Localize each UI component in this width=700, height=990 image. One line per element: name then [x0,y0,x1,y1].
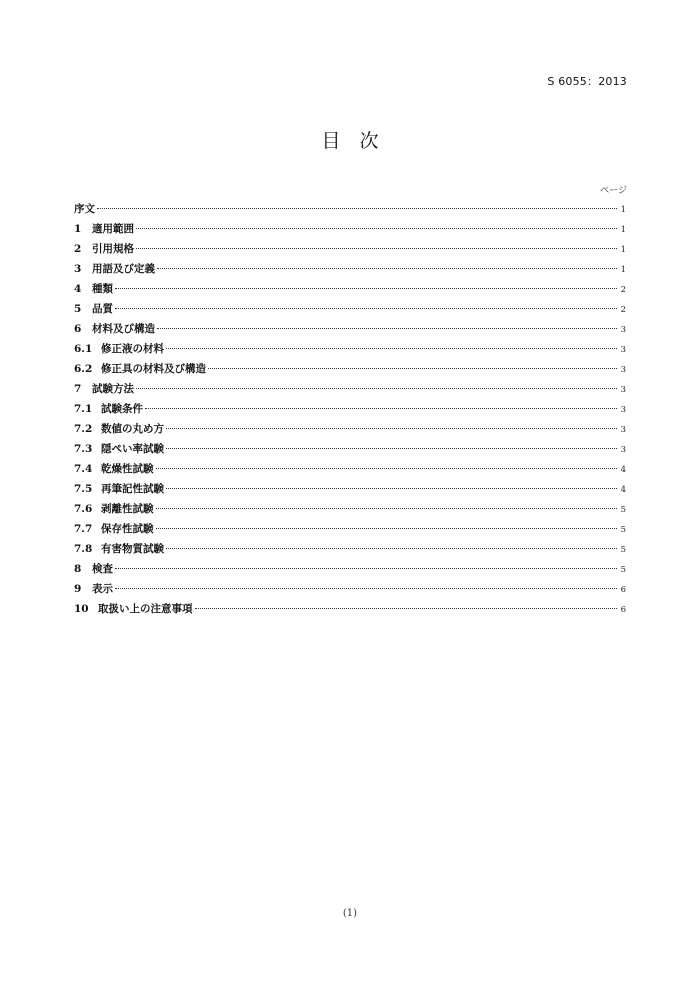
toc-entry[interactable] [74,279,626,299]
toc-entry-page: 3 [620,365,626,375]
toc-entry-page: 3 [620,445,626,455]
page-column-label: ページ [600,186,627,196]
toc-entry-number: 5 [74,303,82,315]
toc-entry-page: 2 [620,285,626,295]
toc-dot-leader [166,448,617,449]
toc-dot-leader [166,428,617,429]
toc-entry-label: 品質 [92,303,113,315]
toc-entry-number: 2 [74,243,82,255]
toc-entry-label: 数値の丸め方 [101,423,164,435]
toc-entry-number: 7.1 [74,403,93,415]
toc-entry-number: 3 [74,263,82,275]
toc-entry-label: 種類 [92,283,113,295]
toc-entry-label: 用語及び定義 [92,263,155,275]
toc-entry-label: 修正具の材料及び構造 [101,363,206,375]
toc-entry[interactable] [74,339,626,359]
toc-dot-leader [136,388,617,389]
toc-entry[interactable] [74,399,626,419]
toc-entry-page: 3 [620,405,626,415]
toc-entry-page: 1 [620,205,626,215]
toc-entry-page: 5 [620,525,626,535]
toc-entry[interactable] [74,319,626,339]
toc-dot-leader [156,528,618,529]
toc-entry-number: 10 [74,603,89,615]
toc-entry-page: 4 [620,465,626,475]
table-of-contents [74,199,626,619]
toc-entry[interactable] [74,419,626,439]
page-title: 目 次 [321,130,379,152]
footer-page-number: (1) [342,908,358,919]
toc-entry[interactable] [74,579,626,599]
toc-entry-number: 7.4 [74,463,93,475]
toc-entry-label: 引用規格 [92,243,134,255]
toc-dot-leader [157,268,617,269]
toc-dot-leader [166,348,617,349]
toc-entry-page: 5 [620,545,626,555]
toc-entry-number: 6 [74,323,82,335]
toc-entry-number: 7.7 [74,523,93,535]
toc-entry-label: 乾燥性試験 [101,463,154,475]
toc-dot-leader [145,408,617,409]
toc-entry[interactable] [74,599,626,619]
toc-entry-page: 2 [620,305,626,315]
toc-entry-page: 5 [620,565,626,575]
toc-entry-number: 9 [74,583,82,595]
toc-entry[interactable] [74,379,626,399]
toc-dot-leader [115,588,617,589]
toc-entry-page: 3 [620,325,626,335]
toc-entry-label: 修正液の材料 [101,343,164,355]
toc-entry[interactable] [74,259,626,279]
toc-entry-number: 7.3 [74,443,93,455]
toc-entry[interactable] [74,479,626,499]
toc-entry[interactable] [74,459,626,479]
document-code: S 6055：2013 [547,75,627,88]
toc-entry-number: 7 [74,383,82,395]
toc-entry-label: 再筆記性試験 [101,483,164,495]
toc-entry[interactable] [74,219,626,239]
toc-entry-number: 6.1 [74,343,93,355]
toc-entry-label: 適用範囲 [92,223,134,235]
toc-entry-number: 4 [74,283,82,295]
toc-dot-leader [115,308,617,309]
toc-entry[interactable] [74,519,626,539]
toc-entry-label: 有害物質試験 [101,543,164,555]
toc-dot-leader [166,548,617,549]
toc-entry[interactable] [74,539,626,559]
toc-entry[interactable] [74,499,626,519]
toc-entry-number: 7.2 [74,423,93,435]
toc-dot-leader [157,328,617,329]
toc-entry-label: 試験条件 [101,403,143,415]
toc-entry-label: 材料及び構造 [92,323,155,335]
toc-entry-page: 6 [620,585,626,595]
toc-dot-leader [136,248,617,249]
toc-entry[interactable] [74,299,626,319]
toc-dot-leader [195,608,618,609]
toc-entry-page: 5 [620,505,626,515]
toc-entry-number: 7.8 [74,543,93,555]
toc-entry-label: 剥離性試験 [101,503,154,515]
toc-entry-page: 3 [620,345,626,355]
toc-entry-page: 6 [620,605,626,615]
toc-entry-number: 1 [74,223,82,235]
toc-entry-number: 6.2 [74,363,93,375]
toc-dot-leader [156,468,618,469]
toc-entry-label: 序文 [74,203,95,215]
toc-entry-page: 1 [620,265,626,275]
toc-dot-leader [115,568,617,569]
toc-dot-leader [97,208,617,209]
toc-entry-label: 取扱い上の注意事項 [98,603,193,615]
toc-entry-label: 試験方法 [92,383,134,395]
toc-dot-leader [166,488,617,489]
toc-entry[interactable] [74,359,626,379]
toc-entry-page: 1 [620,245,626,255]
toc-dot-leader [156,508,618,509]
toc-entry-page: 4 [620,485,626,495]
toc-entry-number: 7.5 [74,483,93,495]
toc-entry[interactable] [74,559,626,579]
toc-entry[interactable] [74,239,626,259]
toc-entry[interactable] [74,439,626,459]
toc-entry[interactable] [74,199,626,219]
toc-entry-number: 8 [74,563,82,575]
toc-dot-leader [136,228,617,229]
toc-entry-label: 検査 [92,563,113,575]
toc-entry-page: 3 [620,385,626,395]
toc-dot-leader [208,368,617,369]
toc-entry-label: 隠ぺい率試験 [101,443,164,455]
toc-entry-label: 表示 [92,583,113,595]
toc-entry-number: 7.6 [74,503,93,515]
toc-dot-leader [115,288,617,289]
toc-entry-page: 3 [620,425,626,435]
toc-entry-label: 保存性試験 [101,523,154,535]
toc-entry-page: 1 [620,225,626,235]
